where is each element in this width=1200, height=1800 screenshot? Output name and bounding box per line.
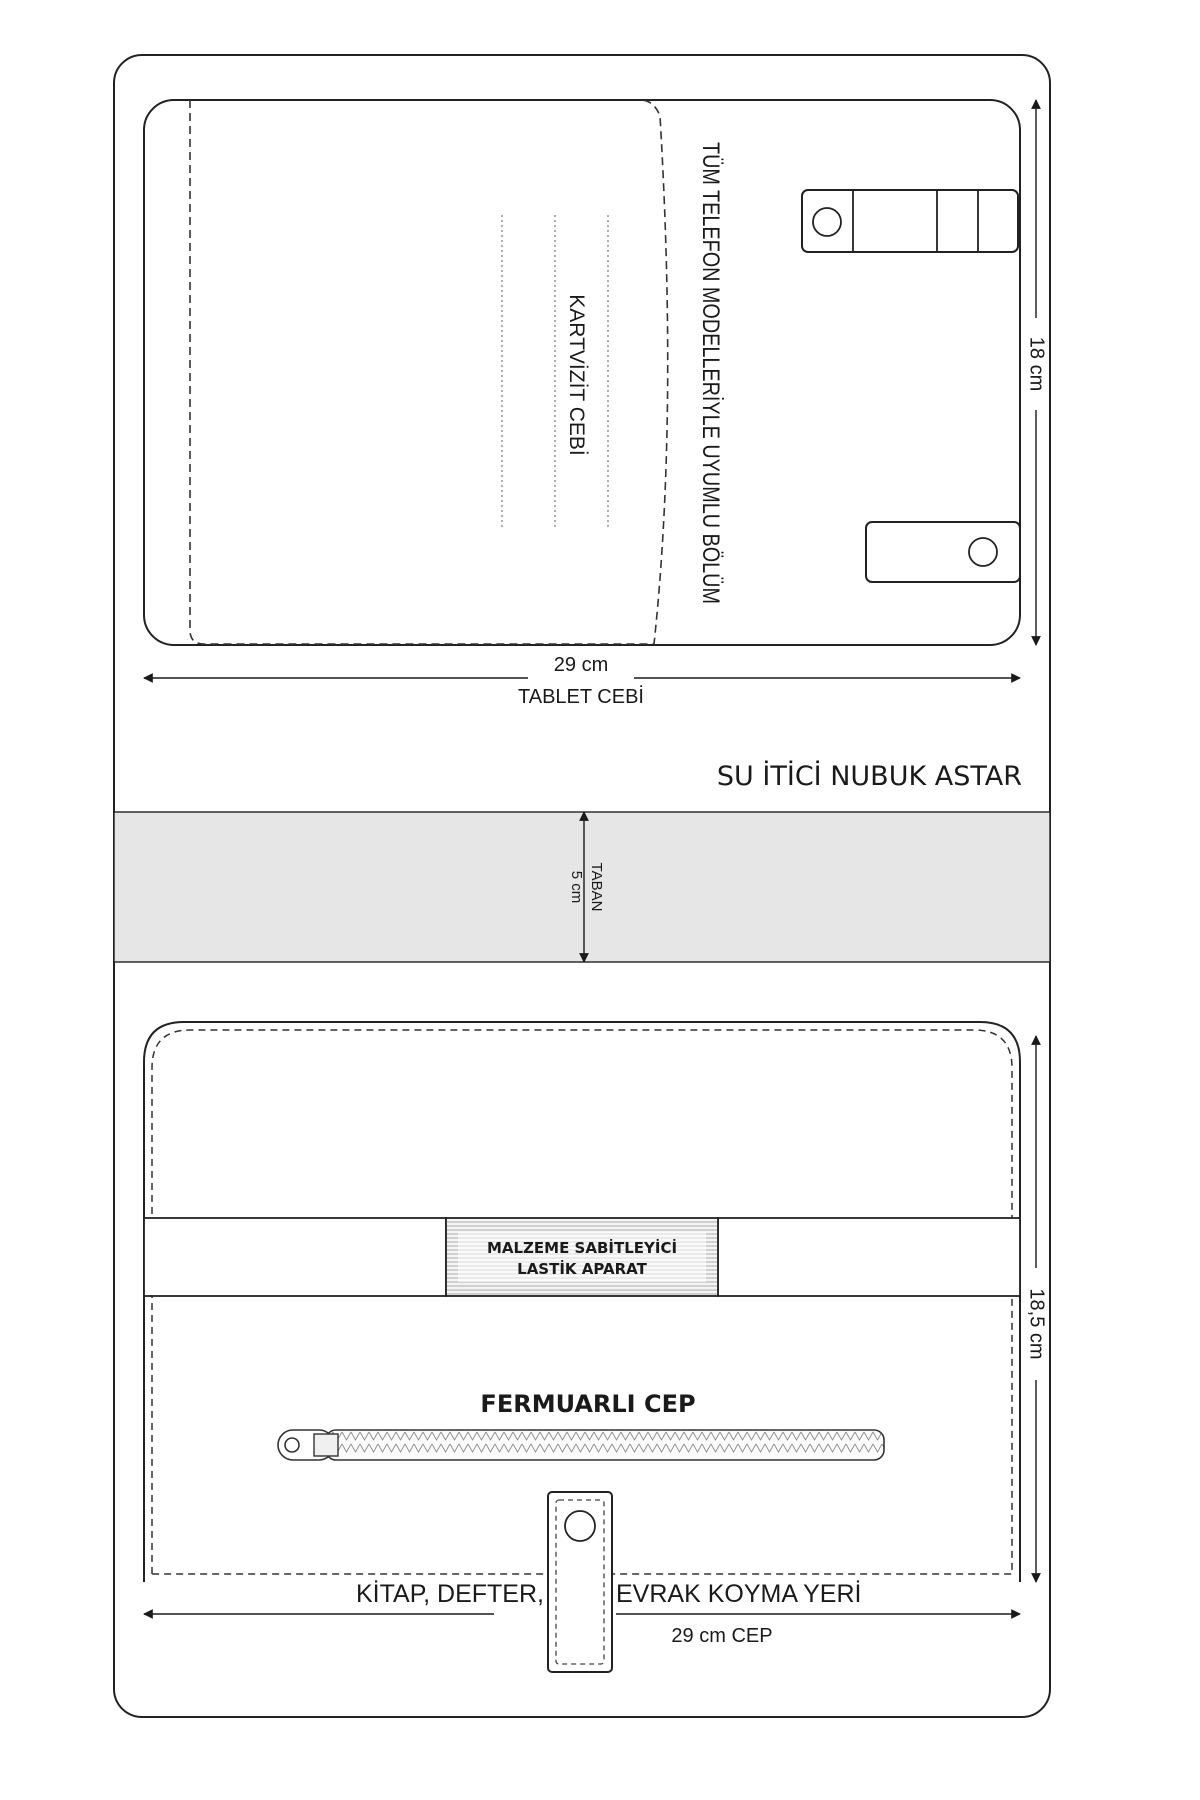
top-width-label: 29 cm [553,654,609,676]
phone-strap-bottom [866,522,1020,582]
bottom-width-label: 29 cm CEP [671,1625,773,1647]
top-height-label: 18 cm [1025,336,1048,392]
snap-button-icon [565,1511,595,1541]
zipper-pull-icon [278,1430,338,1460]
lining-label: SU İTİCİ NUBUK ASTAR [716,761,1022,792]
phone-strap-top [802,190,1018,252]
snap-button-icon [969,538,997,566]
zipper-pocket-label: FERMUARLI CEP [480,1390,696,1418]
book-area-label-right: EVRAK KOYMA YERİ [616,1580,862,1608]
elastic-band [144,1218,1020,1296]
snap-button-icon [813,208,841,236]
elastic-label-line2: LASTİK APARAT [517,1260,647,1278]
base-height-label: 5 cm [568,870,585,904]
base-label: TABAN [588,862,605,912]
elastic-label-line1: MALZEME SABİTLEYİCİ [486,1239,678,1257]
zipper [278,1430,884,1460]
phone-section-label: TÜM TELEFON MODELLERİYLE UYUMLU BÖLÜM [697,142,724,702]
card-pocket-label: KARTVİZİT CEBİ [565,294,588,456]
closure-strap [548,1492,612,1672]
book-area-label-left: KİTAP, DEFTER, [355,1580,544,1608]
tablet-pocket-label: TABLET CEBİ [518,686,644,708]
bottom-height-label: 18,5 cm [1025,1288,1048,1360]
